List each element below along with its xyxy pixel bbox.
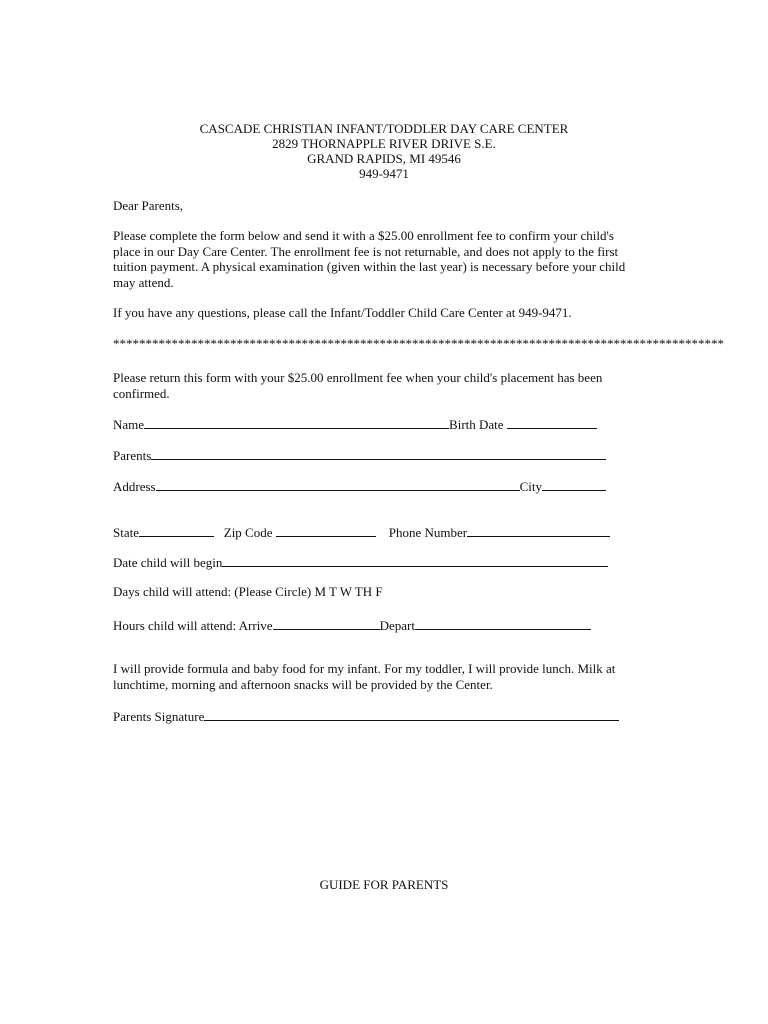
city-label: City [519, 479, 543, 494]
center-address: 2829 THORNAPPLE RIVER DRIVE S.E. [272, 136, 496, 151]
signature-label: Parents Signature [113, 709, 205, 724]
state-field[interactable] [139, 523, 214, 537]
form-intro: Please return this form with your $25.00 enrollment fee when your child's placement has been confirmed. [113, 370, 603, 401]
state-label: State [113, 525, 139, 540]
address-label: Address [113, 479, 156, 494]
signature-field[interactable] [204, 707, 619, 721]
phone-field[interactable] [467, 523, 610, 537]
phone-label: Phone Number [388, 525, 468, 540]
center-city: GRAND RAPIDS, MI 49546 [307, 151, 461, 166]
signature-row [113, 707, 619, 725]
state-row [113, 523, 610, 541]
zip-field[interactable] [276, 523, 376, 537]
parents-label: Parents [113, 448, 152, 463]
hours-arrive-label: Hours child will attend: Arrive [113, 618, 273, 633]
hours-row [113, 616, 591, 634]
city-field[interactable] [542, 477, 606, 491]
birth-date-label: Birth Date [449, 417, 504, 432]
address-row [113, 477, 606, 495]
name-label: Name [113, 417, 145, 432]
date-begin-field[interactable] [222, 553, 608, 567]
name-field[interactable] [144, 415, 449, 429]
arrive-field[interactable] [273, 616, 380, 630]
separator: ********************************************************************************************** [113, 336, 724, 351]
date-begin-label: Date child will begin [113, 555, 223, 570]
days-attend: Days child will attend: (Please Circle) M T W TH F [113, 584, 383, 599]
address-field[interactable] [156, 477, 520, 491]
depart-field[interactable] [415, 616, 591, 630]
provisions-paragraph: I will provide formula and baby food for my infant. For my toddler, I will provide lunch. Milk at lunchtime, morning and afternoon snacks will be provided by the Center. [113, 661, 616, 692]
date-begin-row [113, 553, 608, 571]
guide-title: GUIDE FOR PARENTS [319, 877, 449, 892]
parents-field[interactable] [151, 446, 606, 460]
name-row [113, 415, 597, 433]
center-name: CASCADE CHRISTIAN INFANT/TODDLER DAY CARE CENTER [199, 121, 569, 136]
letter-paragraph-1: Please complete the form below and send it with a $25.00 enrollment fee to confirm your child's place in our Day Care Center. The enrollment fee is not returnable, and does not apply to the first tuition payment. A physical examination (given within the last year) is necessary before your child may attend. [113, 228, 626, 290]
zip-label: Zip Code [223, 525, 273, 540]
parents-row [113, 446, 606, 464]
letter-paragraph-2: If you have any questions, please call the Infant/Toddler Child Care Center at 949-9471. [113, 305, 572, 320]
center-phone: 949-9471 [359, 166, 409, 181]
birth-date-field[interactable] [507, 415, 597, 429]
depart-label: Depart [379, 618, 415, 633]
greeting: Dear Parents, [113, 198, 184, 213]
